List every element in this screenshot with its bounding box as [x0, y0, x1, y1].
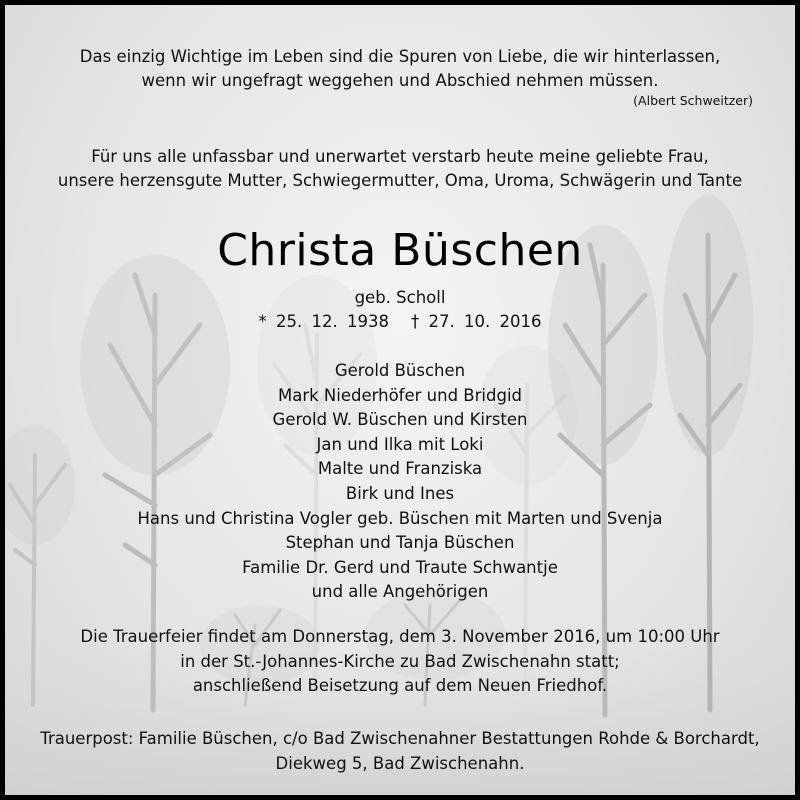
- maiden-name: geb. Scholl: [354, 288, 446, 307]
- funeral-line: Die Trauerfeier findet am Donnerstag, dem 3. November 2016, um 10:00 Uhr: [80, 627, 720, 646]
- intro-line: unsere herzensgute Mutter, Schwiegermutter, Oma, Uroma, Schwägerin und Tante: [57, 171, 743, 190]
- mail-line: Diekweg 5, Bad Zwischenahn.: [275, 753, 525, 773]
- quote: [5, 45, 795, 93]
- mourner-line: Birk und Ines: [345, 483, 455, 503]
- mourner-line: Gerold W. Büschen und Kirsten: [272, 410, 528, 430]
- funeral-line: anschließend Beisetzung auf dem Neuen Friedhof.: [192, 676, 608, 695]
- obituary-notice: [5, 5, 795, 795]
- mourner-line: Malte und Franziska: [317, 459, 483, 479]
- death-date: † 27. 10. 2016: [411, 312, 542, 331]
- mourner-line: Hans und Christina Vogler geb. Büschen mit Marten und Svenja: [137, 508, 663, 528]
- deceased-name: Christa Büschen: [217, 225, 583, 276]
- mourner-line: Stephan und Tanja Büschen: [285, 533, 515, 553]
- quote-line: Das einzig Wichtige im Leben sind die Spuren von Liebe, die wir hinterlassen,: [79, 47, 721, 66]
- mail-line: Trauerpost: Familie Büschen, c/o Bad Zwischenahner Bestattungen Rohde & Borchardt,: [40, 729, 760, 748]
- condolence-mail-address: [5, 727, 795, 776]
- mourner-line: Gerold Büschen: [334, 361, 466, 380]
- funeral-line: in der St.-Johannes-Kirche zu Bad Zwischenahn statt;: [180, 651, 620, 671]
- mourners-list: [5, 359, 795, 605]
- birth-date: * 25. 12. 1938: [258, 312, 389, 331]
- intro-text: [5, 145, 795, 193]
- funeral-info: [5, 625, 795, 699]
- mourner-line: Jan und Ilka mit Loki: [316, 434, 484, 454]
- intro-line: Für uns alle unfassbar und unerwartet verstarb heute meine geliebte Frau,: [91, 147, 709, 166]
- quote-author: (Albert Schweitzer): [633, 93, 753, 108]
- quote-line: wenn wir ungefragt weggehen und Abschied nehmen müssen.: [141, 71, 659, 90]
- mourner-line: Familie Dr. Gerd und Traute Schwantje: [242, 557, 558, 577]
- mourner-line: und alle Angehörigen: [311, 582, 489, 602]
- life-dates: [5, 311, 795, 333]
- mourner-line: Mark Niederhöfer und Bridgid: [278, 385, 522, 405]
